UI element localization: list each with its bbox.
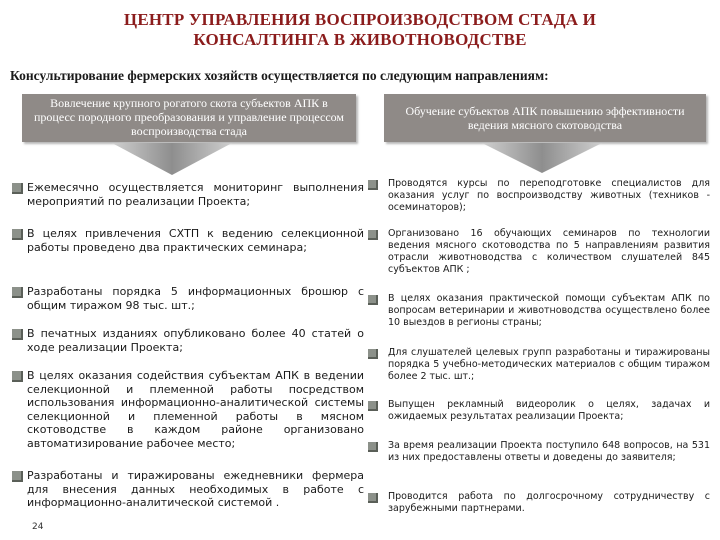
square-bullet-icon <box>12 287 23 298</box>
list-item: Для слушателей целевых групп разработаны и тиражированы порядка 5 учебно-методических материалов с общим тиражом более 2 тыс. шт.; <box>368 347 710 383</box>
title-line-2: КОНСАЛТИНГА В ЖИВОТНОВОДСТВЕ <box>193 30 527 49</box>
square-bullet-icon <box>368 349 378 359</box>
square-bullet-icon <box>12 329 23 340</box>
list-item: Проводится работа по долгосрочному сотрудничеству с зарубежными партнерами. <box>368 491 710 515</box>
square-bullet-icon <box>12 471 23 482</box>
direction-right-text: Обучение субъектов АПК повышению эффективности ведения мясного скотоводства <box>405 104 685 132</box>
square-bullet-icon <box>12 183 23 194</box>
down-arrow-left-icon <box>112 143 232 175</box>
list-item: Разработаны и тиражированы ежедневники фермера для внесения данных необходимых в работе с информационно-аналитической системой . <box>12 469 364 510</box>
list-item: В целях привлечения СХТП к ведению селекционной работы проведено два практических семинара; <box>12 227 364 254</box>
square-bullet-icon <box>368 295 378 305</box>
list-item: Проводятся курсы по переподготовке специалистов для оказания услуг по воспроизводству животных (техников - осеминаторов); <box>368 178 710 214</box>
square-bullet-icon <box>12 229 23 240</box>
list-item: В целях оказания содействия субъектам АПК в ведении селекционной и племенной работы посредством использования информационно-аналитической системы селекционной и племенной работы в мясном скотоводстве в каждом районе организовано автоматизирование рабочее место; <box>12 369 364 450</box>
square-bullet-icon <box>368 401 378 411</box>
square-bullet-icon <box>368 493 378 503</box>
list-item: В целях оказания практической помощи субъектам АПК по вопросам ветеринарии и животноводства осуществлено более 10 выездов в регионы страны; <box>368 293 710 329</box>
square-bullet-icon <box>12 371 23 382</box>
direction-box-left <box>22 94 356 142</box>
square-bullet-icon <box>368 442 378 452</box>
down-arrow-right-icon <box>482 143 602 173</box>
square-bullet-icon <box>368 180 378 190</box>
list-item: Выпущен рекламный видеоролик о целях, задачах и ожидаемых результатах реализации Проекта; <box>368 399 710 423</box>
page-title <box>40 10 680 50</box>
page-number: 24 <box>32 522 44 532</box>
direction-box-right <box>384 94 706 142</box>
list-item: За время реализации Проекта поступило 648 вопросов, на 531 из них предоставлены ответы и доведены до заявителя; <box>368 440 710 464</box>
list-item: В печатных изданиях опубликовано более 40 статей о ходе реализации Проекта; <box>12 327 364 354</box>
list-item: Организовано 16 обучающих семинаров по технологии ведения мясного скотоводства по 5 направлениям развития отрасли животноводства с количеством слушателей 845 субъектов АПК ; <box>368 228 710 276</box>
list-item: Разработаны порядка 5 информационных брошюр с общим тиражом 98 тыс. шт.; <box>12 285 364 312</box>
direction-left-text: Вовлечение крупного рогатого скота субъектов АПК в процесс породного преобразования и управление процессом воспроизводства стада <box>33 96 345 138</box>
list-item: Ежемесячно осуществляется мониторинг выполнения мероприятий по реализации Проекта; <box>12 181 364 208</box>
page-subtitle: Консультирование фермерских хозяйств осуществляется по следующим направлениям: <box>10 68 549 83</box>
square-bullet-icon <box>368 230 378 240</box>
title-line-1: ЦЕНТР УПРАВЛЕНИЯ ВОСПРОИЗВОДСТВОМ СТАДА И <box>123 10 597 29</box>
